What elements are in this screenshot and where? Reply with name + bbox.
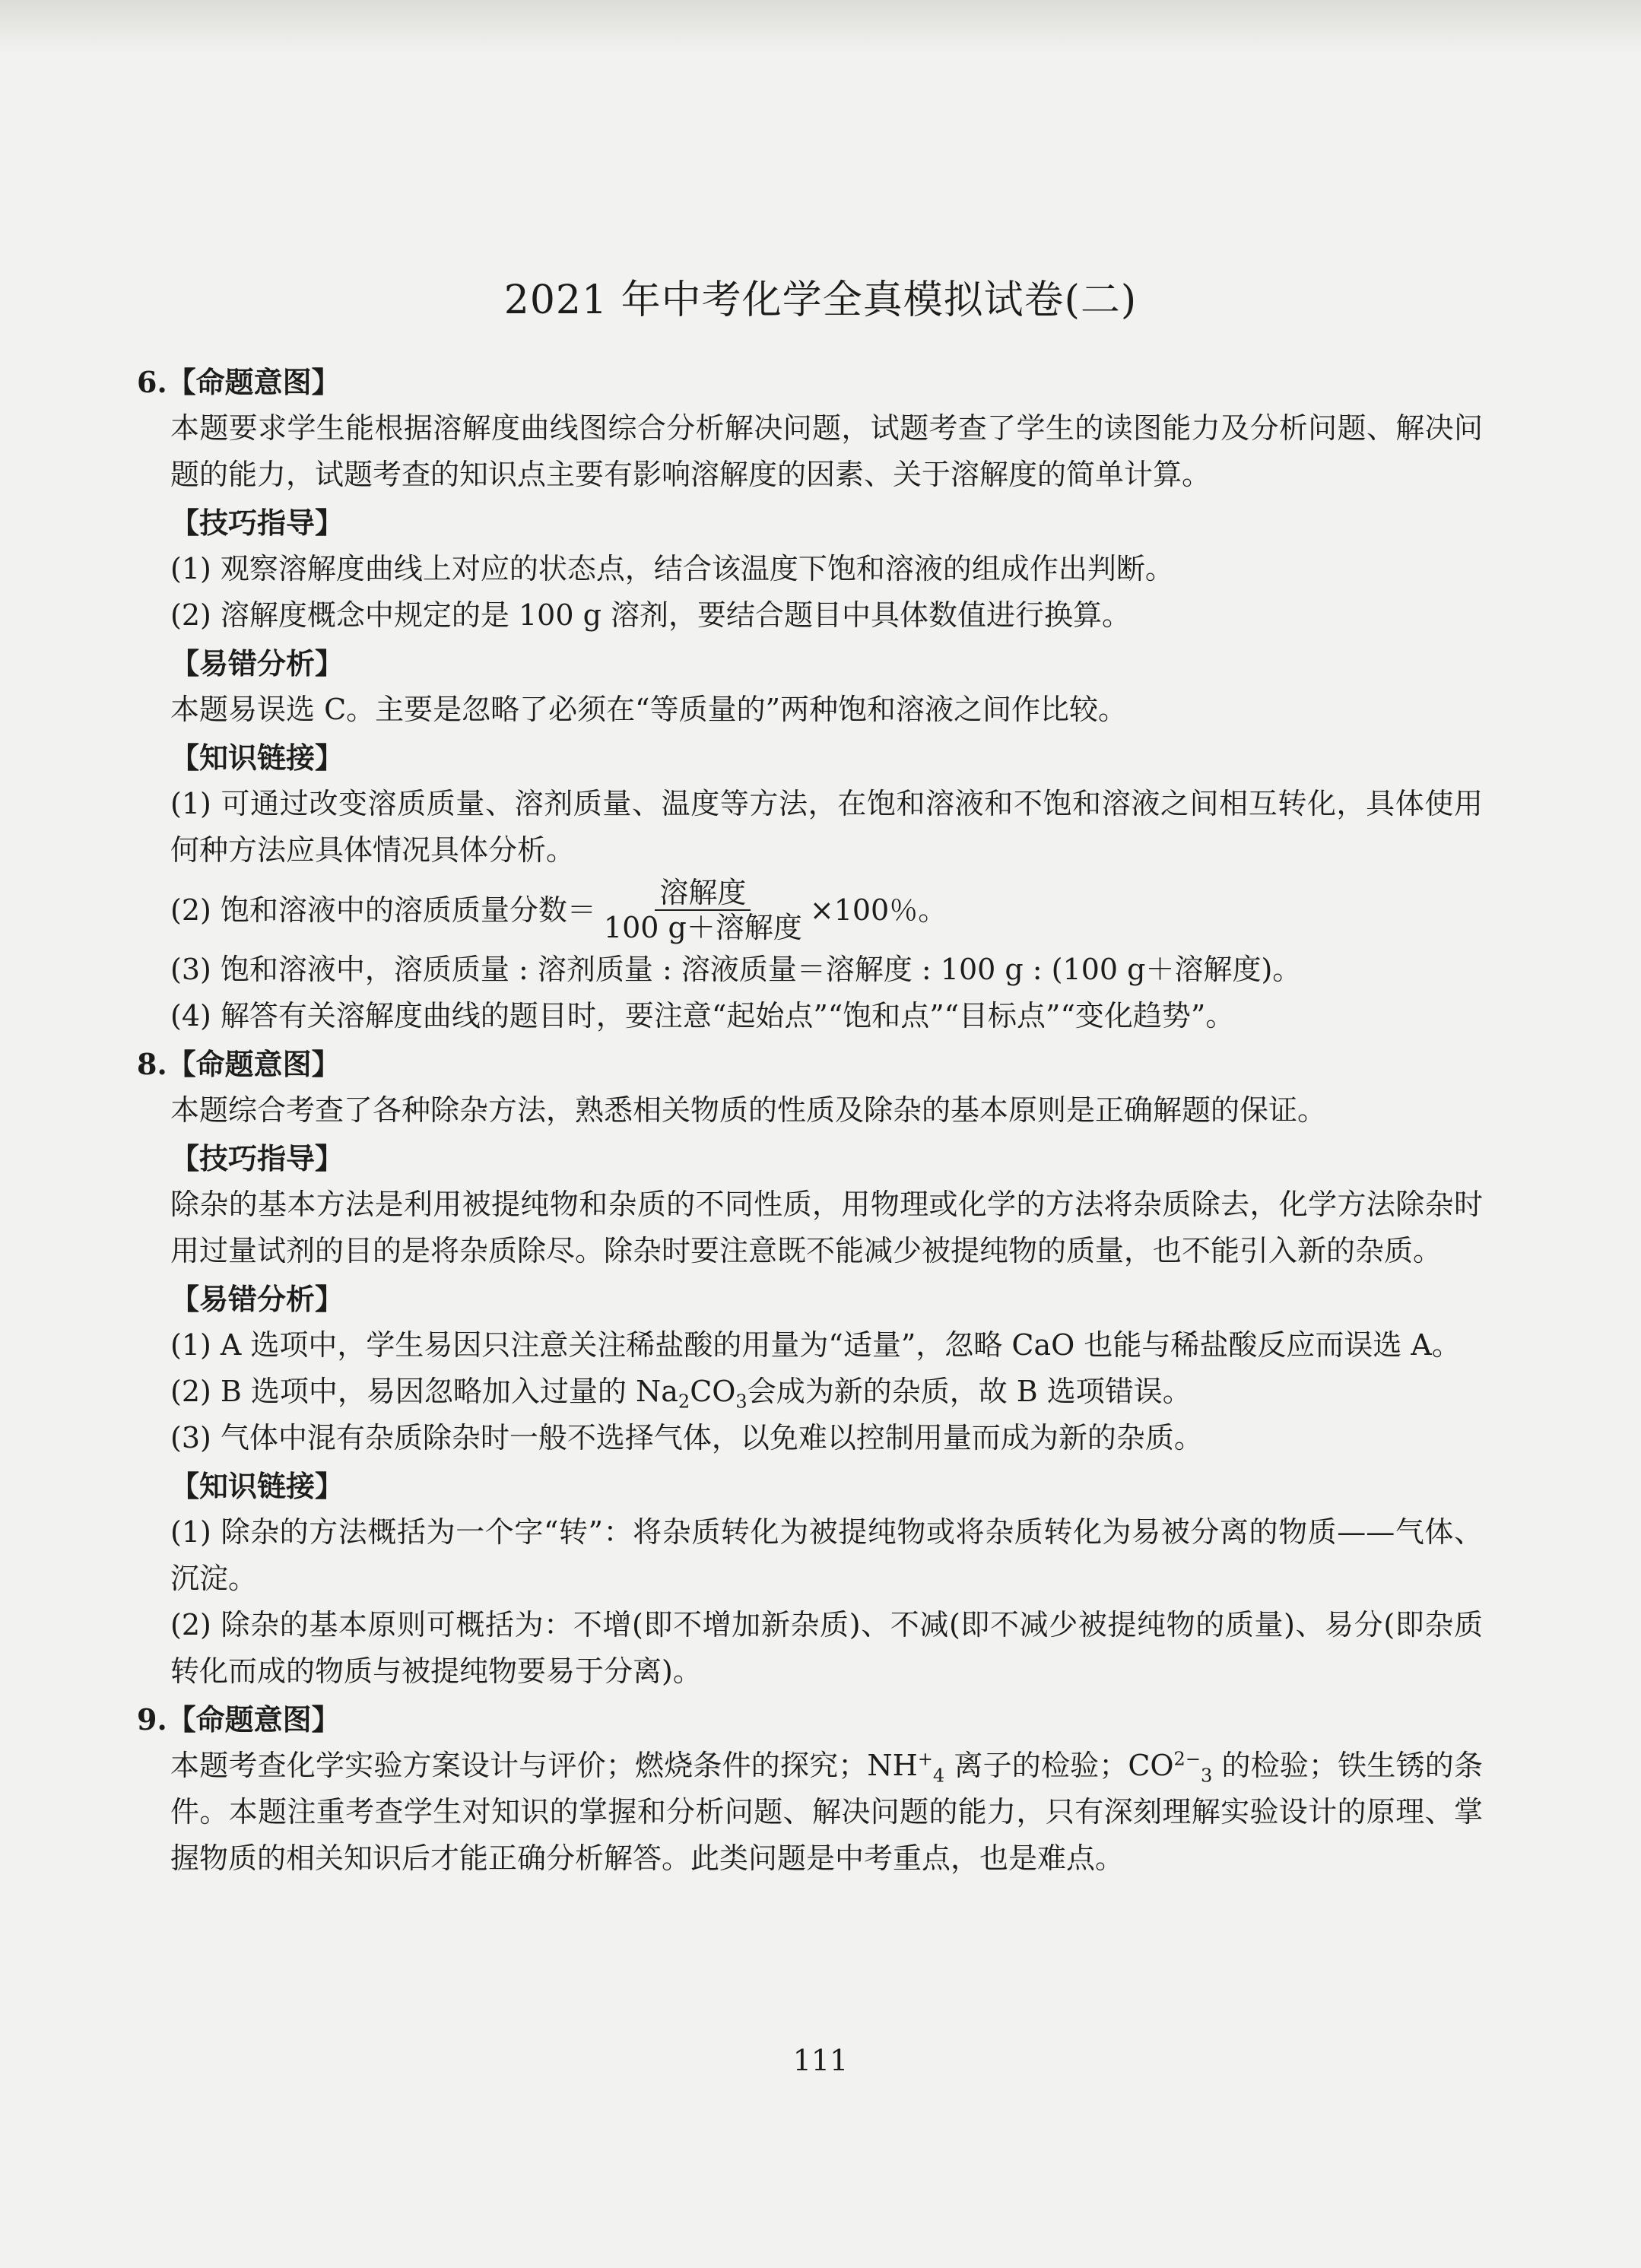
q6-tips-1: (1) 观察溶解度曲线上对应的状态点，结合该温度下饱和溶液的组成作出判断。 [170, 552, 1174, 585]
question-8-number: 8.【命题意图】 [137, 1047, 341, 1081]
formula-suffix: ×100％。 [809, 893, 947, 927]
q6-links-4: (4) 解答有关溶解度曲线的题目时，要注意“起始点”“饱和点”“目标点”“变化趋势”。 [170, 999, 1235, 1032]
q9-intent-text: 本题考查化学实验方案设计与评价；燃烧条件的探究；$NH^+_4$ 离子的检验；$CO^{2-}_3$ 的检验；铁生锈的条件。本题注重考查学生对知识的掌握和分析问题、解决问题的能力，只有深刻理解实验设计的原理、掌握物质的相关知识后才能正确分析解答。此类问题是中考重点，也是难点。 [170, 1748, 1483, 1875]
q8-intent-text: 本题综合考查了各种除杂方法，熟悉相关物质的性质及除杂的基本原则是正确解题的保证。 [170, 1093, 1327, 1127]
scan-top-edge [0, 0, 1641, 53]
q6-formula-line [137, 874, 1483, 947]
q8-links-1: (1) 除杂的方法概括为一个字“转”：将杂质转化为被提纯物或将杂质转化为易被分离的物质——气体、沉淀。 [170, 1515, 1483, 1595]
q6-tips-2: (2) 溶解度概念中规定的是 100 g 溶剂，要结合题目中具体数值进行换算。 [170, 598, 1132, 632]
q6-links-1: (1) 可通过改变溶质质量、溶剂质量、温度等方法，在饱和溶液和不饱和溶液之间相互转化，具体使用何种方法应具体情况具体分析。 [170, 787, 1483, 867]
q8-tips-text: 除杂的基本方法是利用被提纯物和杂质的不同性质，用物理或化学的方法将杂质除去，化学方法除杂时用过量试剂的目的是将杂质除尽。除杂时要注意既不能减少被提纯物的质量，也不能引入新的杂质。 [170, 1188, 1483, 1267]
q6-links-3: (3) 饱和溶液中，溶质质量 : 溶剂质量 : 溶液质量＝溶解度 : 100 g : (100 g＋溶解度)。 [170, 953, 1302, 986]
page-content [137, 357, 1483, 1882]
q6-intent-text: 本题要求学生能根据溶解度曲线图综合分析解决问题，试题考查了学生的读图能力及分析问题、解决问题的能力，试题考查的知识点主要有影响溶解度的因素、关于溶解度的简单计算。 [170, 411, 1483, 491]
q6-links-heading: 【知识链接】 [170, 741, 344, 775]
formula-numerator: 溶解度 [655, 876, 751, 911]
question-6-number: 6.【命题意图】 [137, 365, 341, 399]
q8-errors-heading: 【易错分析】 [170, 1282, 344, 1316]
formula-denominator: 100 g＋溶解度 [603, 911, 802, 944]
q8-errors-3: (3) 气体中混有杂质除杂时一般不选择气体，以免难以控制用量而成为新的杂质。 [170, 1421, 1203, 1454]
q8-tips-heading: 【技巧指导】 [170, 1141, 344, 1175]
q8-errors-1: (1) A 选项中，学生易因只注意关注稀盐酸的用量为“适量”，忽略 CaO 也能与稀盐酸反应而误选 A。 [170, 1328, 1461, 1362]
page-title: 2021 年中考化学全真模拟试卷(二) [503, 278, 1138, 323]
q6-tips-heading: 【技巧指导】 [170, 506, 344, 540]
question-9-number: 9.【命题意图】 [137, 1702, 341, 1737]
formula-prefix: (2) 饱和溶液中的溶质质量分数＝ [170, 893, 596, 927]
mass-fraction-formula [599, 876, 807, 944]
q8-links-heading: 【知识链接】 [170, 1469, 344, 1503]
q8-links-2: (2) 除杂的基本原则可概括为：不增(即不增加新杂质)、不减(即不减少被提纯物的质量)、易分(即杂质转化而成的物质与被提纯物要易于分离)。 [170, 1608, 1483, 1688]
q6-errors-text: 本题易误选 C。主要是忽略了必须在“等质量的”两种饱和溶液之间作比较。 [170, 693, 1128, 726]
q6-errors-heading: 【易错分析】 [170, 646, 344, 680]
q8-errors-2: (2) B 选项中，易因忽略加入过量的 $Na_2CO_3$会成为新的杂质，故 B 选项错误。 [170, 1375, 1192, 1413]
page-number: 111 [792, 2044, 849, 2077]
